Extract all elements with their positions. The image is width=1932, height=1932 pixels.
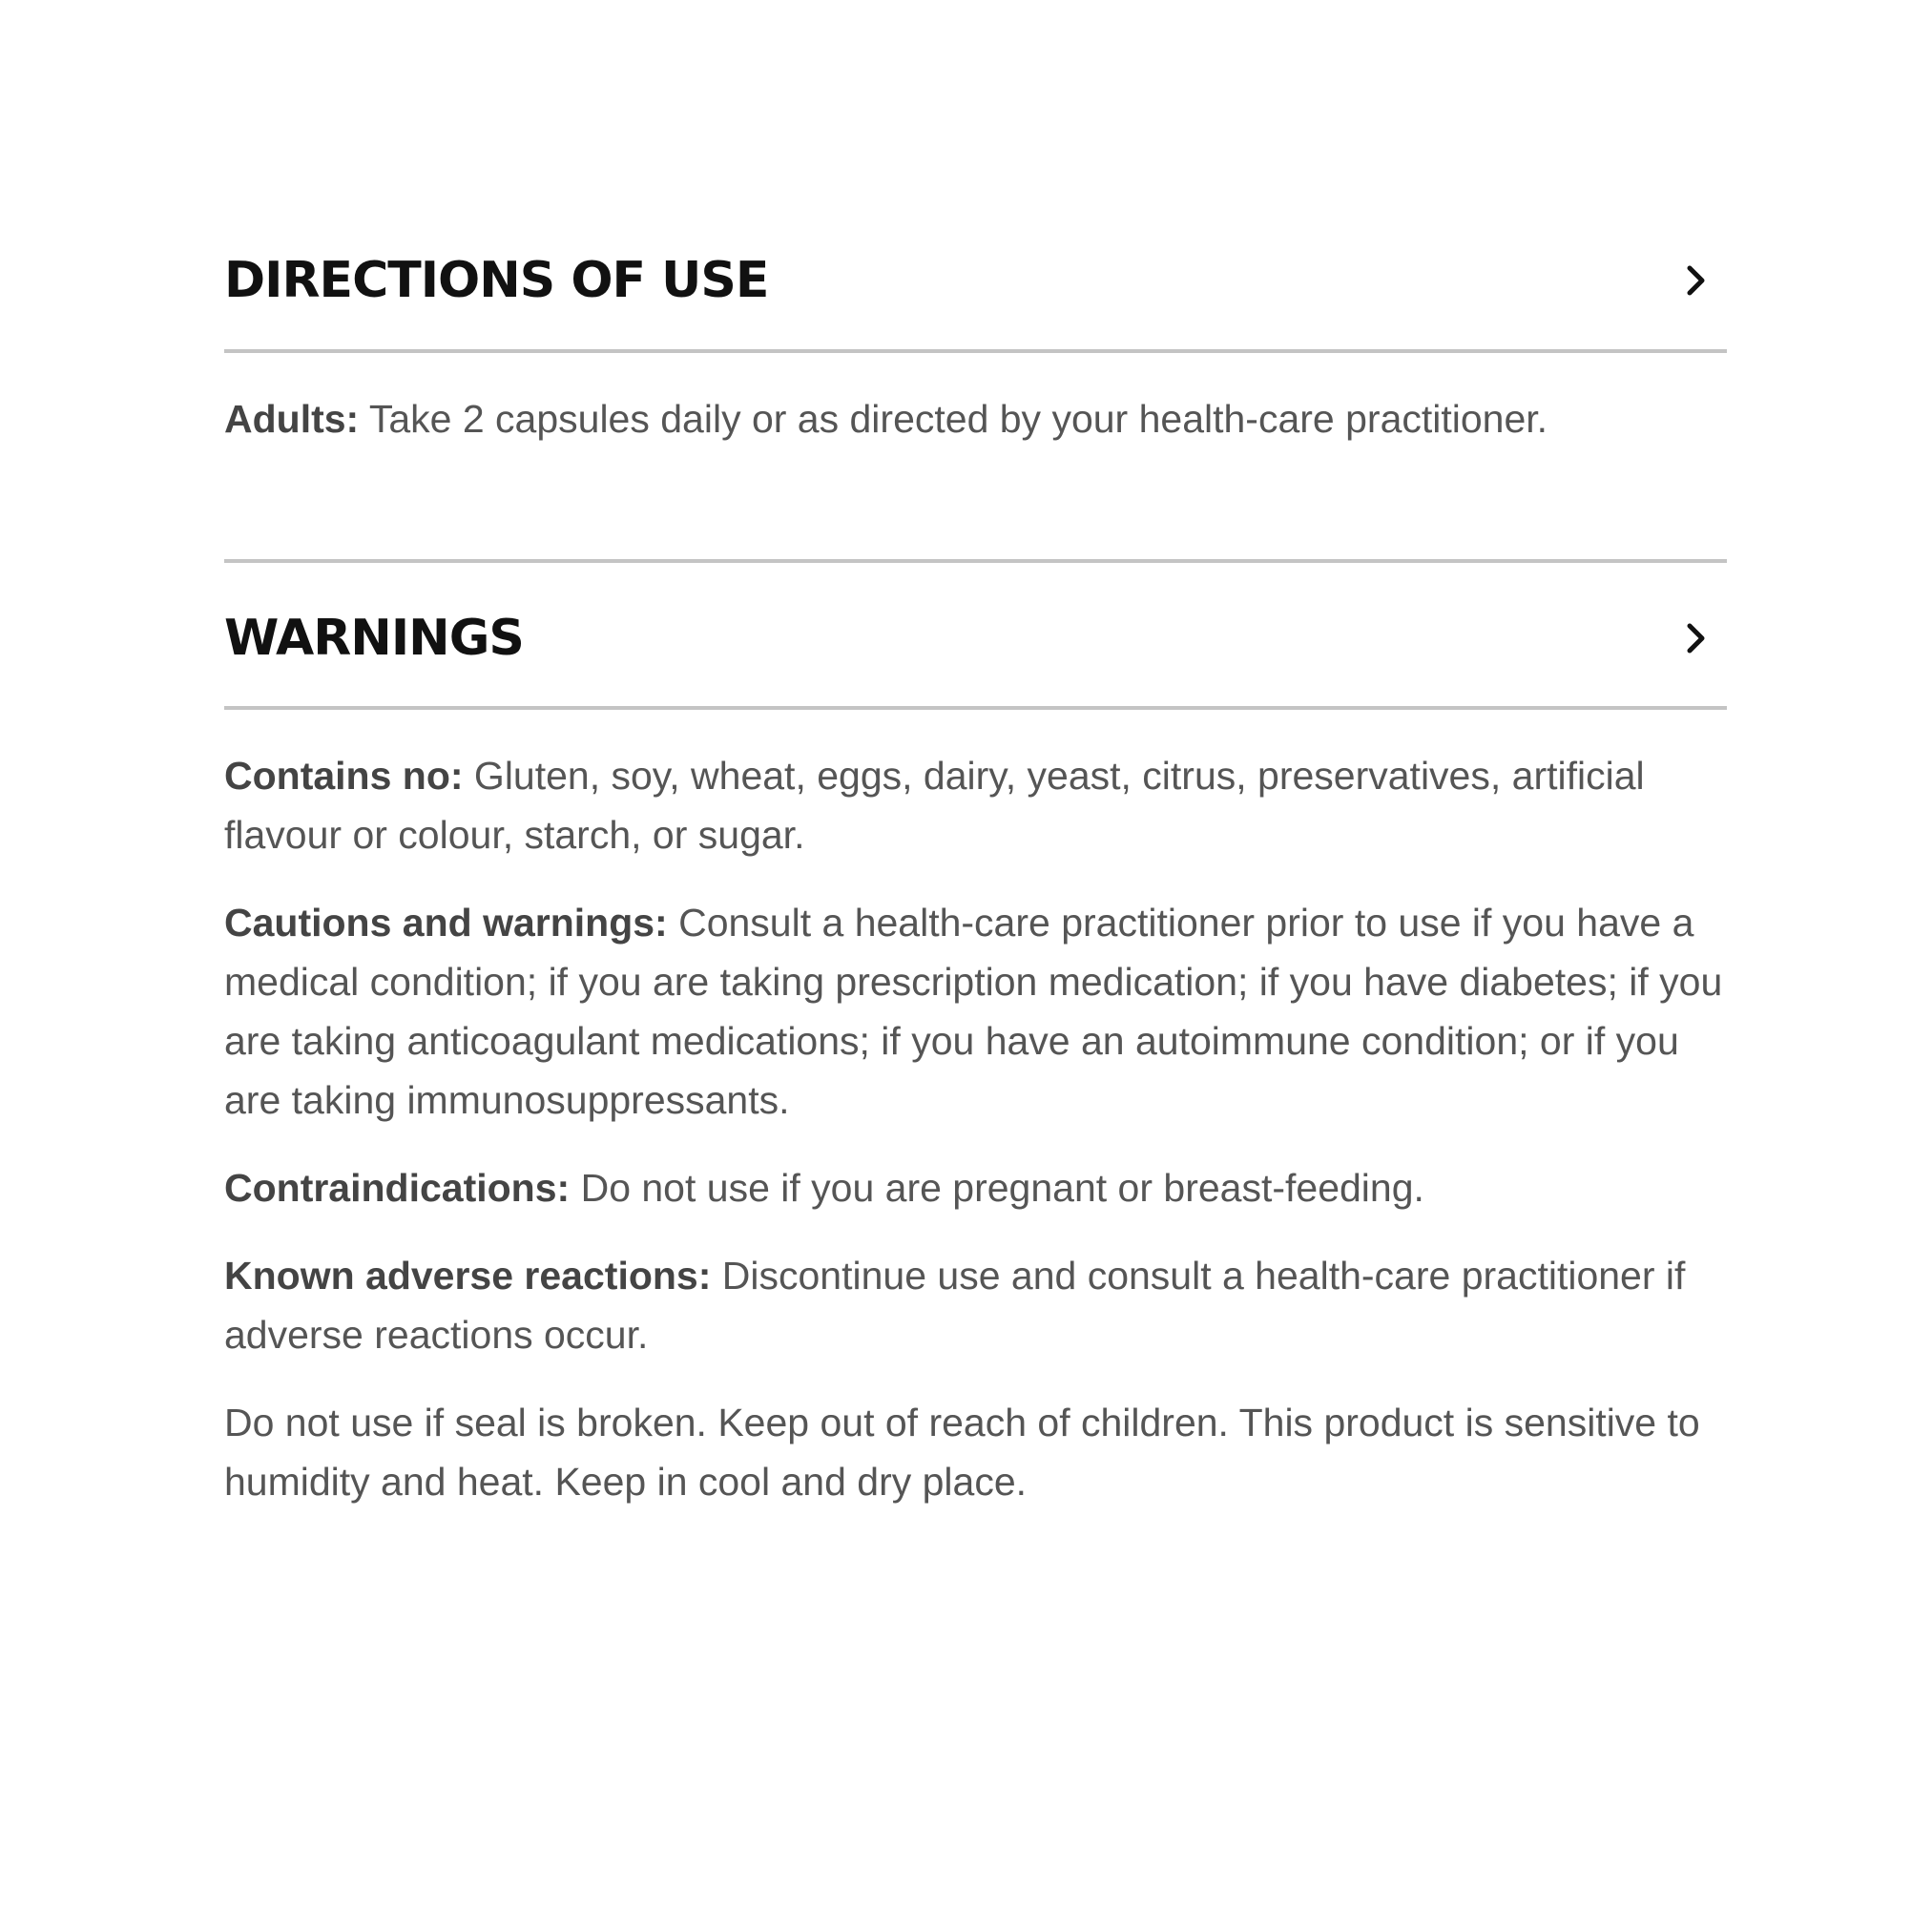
paragraph-text: Gluten, soy, wheat, eggs, dairy, yeast, citrus, preservatives, artificial flavour or colour, starch, or sugar. [224,754,1645,857]
paragraph-text: Discontinue use and consult a health-care practitioner if adverse reactions occur. [224,1254,1686,1357]
paragraph-label: Contains no: [224,754,464,798]
warnings-paragraph-contains [224,746,1727,864]
paragraph-text: Consult a health-care practitioner prior to use if you have a medical condition; if you are taking prescription medication; if you have diabetes; if you are taking anticoagulant medications; if you have an autoimmune condition; or if you are taking immunosuppressants. [224,901,1723,1122]
section-divider [224,559,1727,563]
paragraph-text: Take 2 capsules daily or as directed by your health-care practitioner. [359,397,1548,441]
chevron-right-icon[interactable] [1677,261,1715,300]
paragraph-label: Contraindications: [224,1166,571,1210]
directions-content [224,389,1727,477]
chevron-right-icon[interactable] [1677,619,1715,657]
warnings-paragraph-storage [224,1393,1727,1511]
warnings-header-divider [224,706,1727,710]
paragraph-label: Cautions and warnings: [224,901,668,945]
warnings-paragraph-adverse [224,1246,1727,1364]
paragraph-label: Known adverse reactions: [224,1254,712,1298]
warnings-section-header[interactable] [224,610,1727,667]
paragraph-label: Adults: [224,397,360,441]
paragraph-text: Do not use if seal is broken. Keep out of reach of children. This product is sensitive to humidity and heat. Keep in cool and dry place. [224,1401,1700,1504]
directions-header-divider [224,349,1727,353]
warnings-title: WARNINGS [224,610,524,667]
directions-section-header[interactable] [224,252,1727,309]
directions-paragraph [224,389,1727,448]
warnings-paragraph-cautions [224,893,1727,1130]
directions-title: DIRECTIONS OF USE [224,252,769,309]
warnings-paragraph-contraindications [224,1158,1727,1217]
warnings-content [224,746,1727,1540]
paragraph-text: Do not use if you are pregnant or breast-feeding. [570,1166,1424,1210]
